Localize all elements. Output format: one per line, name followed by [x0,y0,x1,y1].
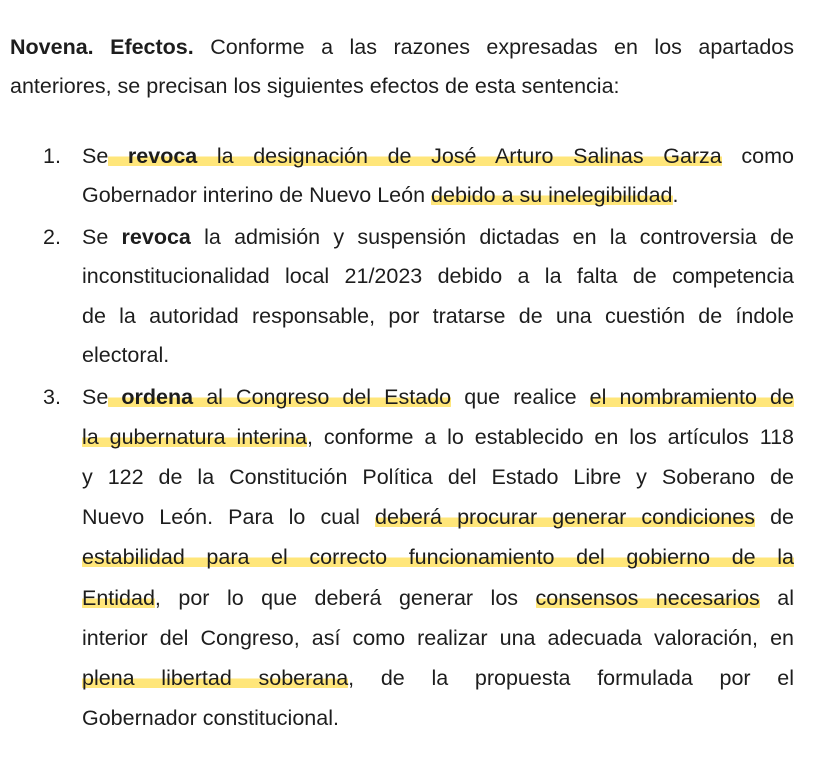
item-2-line-4: electoral. [82,343,170,367]
item-3-line-4: Nuevo León. Para lo cual deberá procurar generar condiciones de [82,505,795,529]
highlight: plena libertad soberana [82,666,349,690]
item-3-line-5 [82,537,794,577]
heading-line-1 [10,27,794,67]
heading-label: Novena. Efectos. [10,35,194,59]
item-number-3: 3. [43,385,61,409]
item-number-2: 2. [43,225,61,249]
item-3-line-3: y 122 de la Constitución Política del Estado Libre y Soberano de [82,465,794,489]
highlight: la gubernatura interina [82,425,307,449]
highlight: consensos necesarios [535,586,760,610]
item-1-line-1: Se revoca la designación de José Arturo Salinas Garza como [82,144,794,168]
highlight: ordena al Congreso del Estado [108,385,451,409]
item-number-1: 1. [43,144,61,168]
heading-line-2: anteriores, se precisan los siguientes efectos de esta sentencia: [10,74,620,98]
highlight: debido a su inelegibilidad [431,183,673,207]
highlight: el nombramiento de [589,385,794,409]
item-3-line-7: interior del Congreso, así como realizar una adecuada valoración, en [82,626,794,650]
item-3-line-1: Se ordena al Congreso del Estado que realice el nombramiento de [82,385,794,409]
highlight: estabilidad para el correcto funcionamiento del gobierno de la [82,545,794,569]
highlight: revoca la designación de José Arturo Salinas Garza [108,144,721,168]
item-1-line-2: Gobernador interino de Nuevo León debido a su inelegibilidad. [82,183,679,207]
heading-text: Conforme a las razones expresadas en los apartados [210,35,794,59]
item-3-line-6: Entidad, por lo que deberá generar los consensos necesarios al [82,586,795,610]
highlight: deberá procurar generar condiciones [375,505,755,529]
item-3-line-8: plena libertad soberana, de la propuesta formulada por el [82,666,794,690]
item-2-line-3: de la autoridad responsable, por tratarse de una cuestión de índole [82,304,794,328]
item-3-line-2: la gubernatura interina, conforme a lo establecido en los artículos 118 [82,425,794,449]
item-2-line-1: Se revoca la admisión y suspensión dictadas en la controversia de [82,225,794,249]
item-2-line-2: inconstitucionalidad local 21/2023 debido a la falta de competencia [82,264,794,288]
highlight: Entidad [82,586,155,610]
item-3-line-9: Gobernador constitucional. [82,706,339,730]
